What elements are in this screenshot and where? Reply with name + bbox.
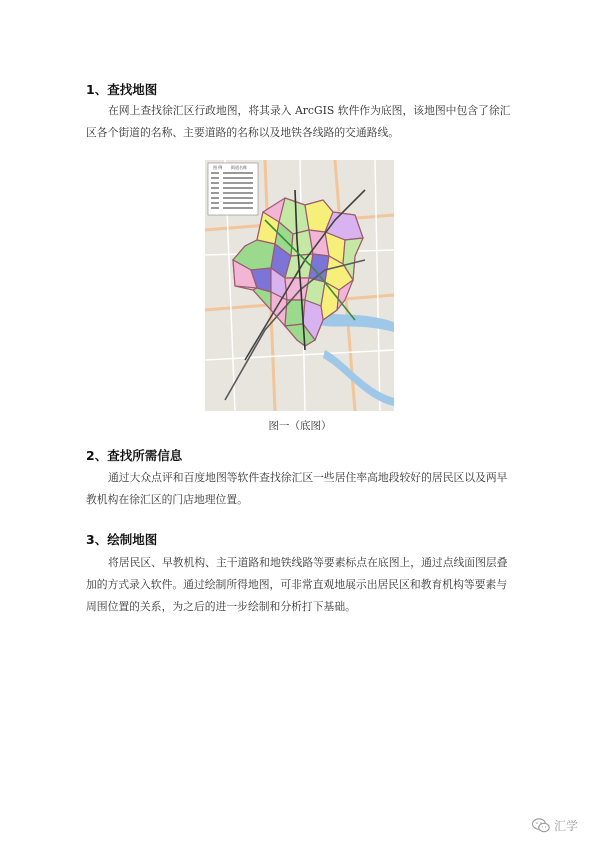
section-3-paragraph xyxy=(86,552,516,618)
paragraph-line: 区各个街道的名称、主要道路的名称以及地铁各线路的交通路线。 xyxy=(86,126,400,139)
section-1-paragraph xyxy=(86,100,516,144)
watermark-text: 汇学 xyxy=(553,819,578,833)
wechat-icon xyxy=(532,818,550,833)
section-1-heading: 1、查找地图 xyxy=(86,82,158,97)
paragraph-line: 在网上查找徐汇区行政地图，将其录入 ArcGIS 软件作为底图，该地图中包含了徐汇 xyxy=(108,104,511,117)
paragraph-line: 通过大众点评和百度地图等软件查找徐汇区一些居住率高地段较好的居民区以及两早 xyxy=(108,471,508,484)
map-legend-subtitle: 街道名称 xyxy=(231,165,247,170)
section-3-heading: 3、绘制地图 xyxy=(86,532,158,547)
watermark xyxy=(532,817,578,834)
paragraph-line: 加的方式录入软件。通过绘制所得地图，可非常直观地展示出居民区和教育机构等要素与 xyxy=(86,578,508,591)
section-2-heading: 2、查找所需信息 xyxy=(86,448,183,463)
xuhui-district-map-image xyxy=(205,160,394,411)
map-legend-title: 图 例 xyxy=(213,165,223,170)
paragraph-line: 教机构在徐汇区的门店地理位置。 xyxy=(86,493,248,506)
figure-caption: 图一（底图） xyxy=(268,420,332,432)
paragraph-line: 将居民区、早教机构、主干道路和地铁线路等要素标点在底图上，通过点线面图层叠 xyxy=(108,556,508,569)
section-2-paragraph xyxy=(86,467,516,511)
paragraph-line: 周围位置的关系，为之后的进一步绘制和分析打下基础。 xyxy=(86,600,356,613)
